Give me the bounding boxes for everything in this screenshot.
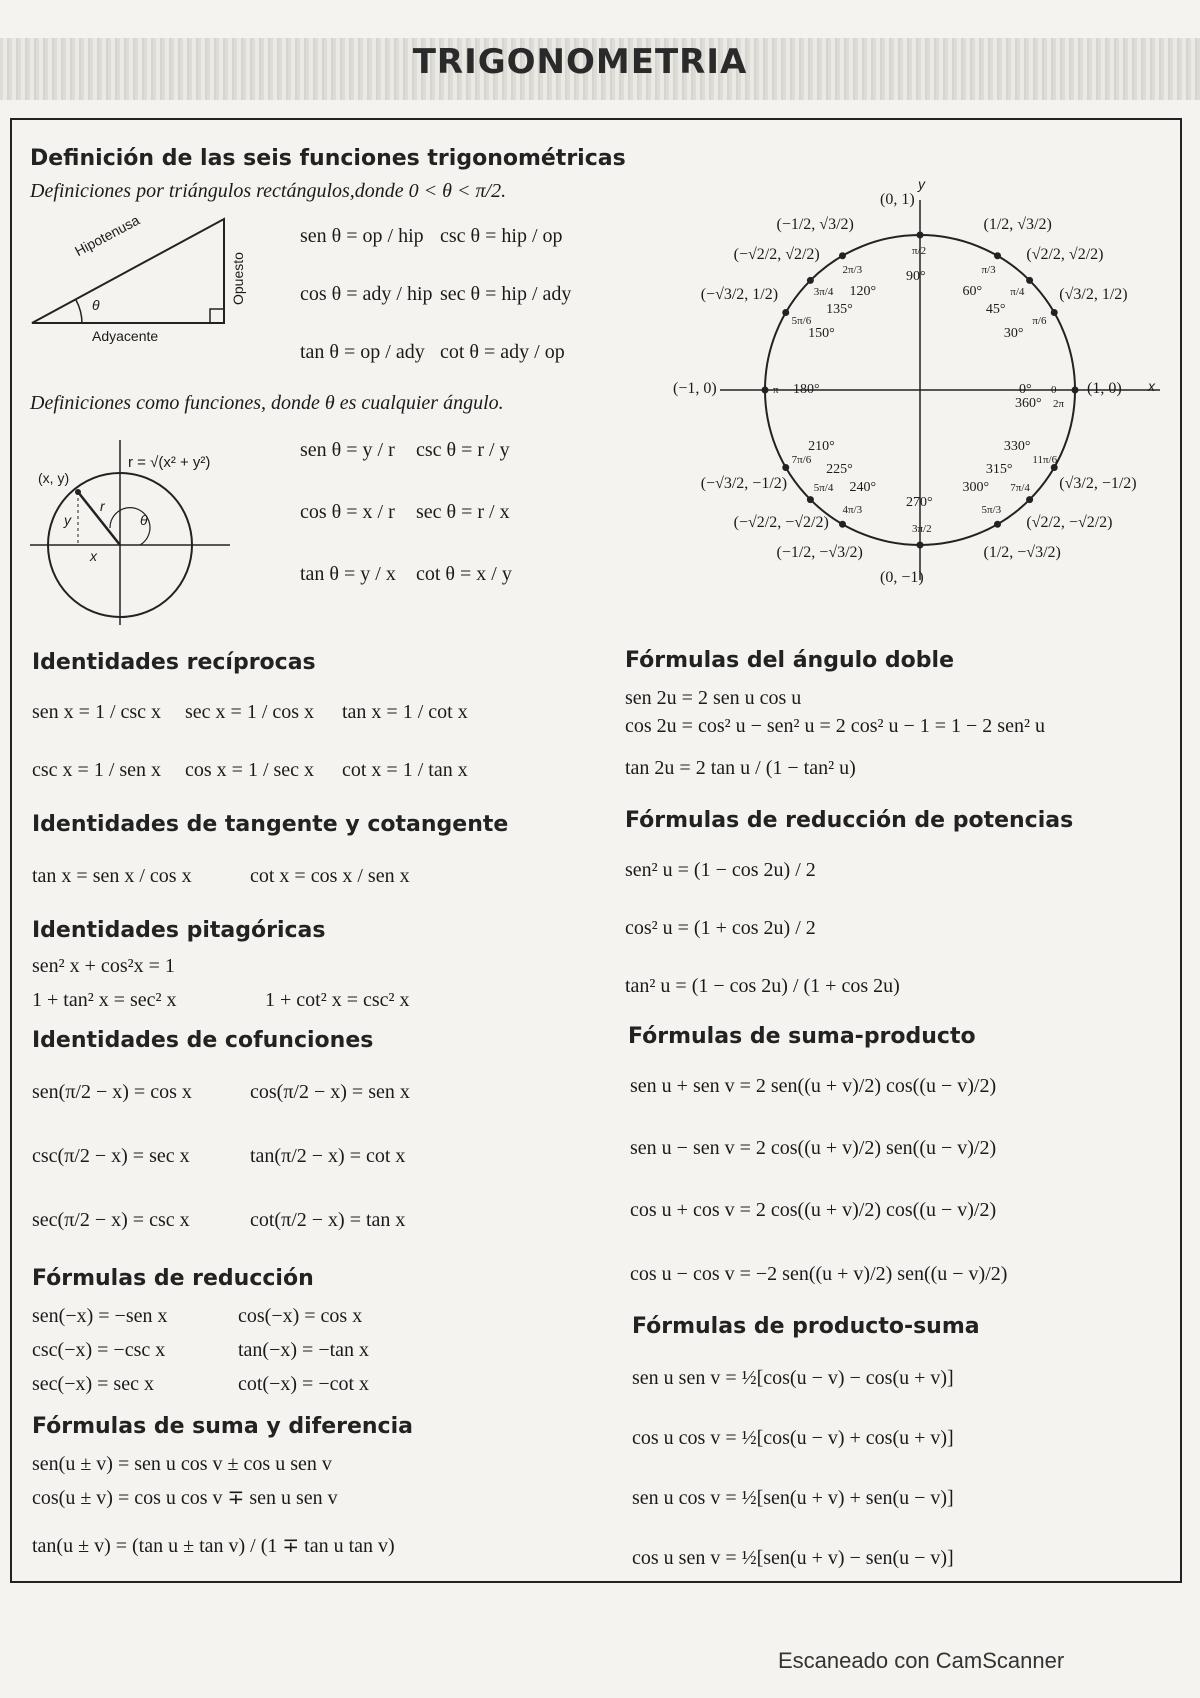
circle-x-label: x — [90, 548, 97, 564]
pythagorean-formula-2: 1 + tan² x = sec² x — [32, 989, 177, 1011]
unit-circle-point-label: (√2/2, −√2/2) — [1026, 513, 1113, 531]
product-to-sum-formula-3: sen u cos v = ½[sen(u + v) + sen(u − v)] — [632, 1487, 954, 1509]
cofunction-formula-5: sec(π/2 − x) = csc x — [32, 1209, 190, 1231]
reciprocal-formula-3: tan x = 1 / cot x — [342, 701, 468, 723]
power-reduction-formula-1: sen² u = (1 − cos 2u) / 2 — [625, 859, 816, 881]
reciprocal-formula-1: sen x = 1 / csc x — [32, 701, 162, 723]
triangle-shape — [32, 219, 224, 323]
double-angle-formula-2: cos 2u = cos² u − sen² u = 2 cos² u − 1 = 1 − 2 sen² u — [625, 715, 1045, 737]
unit-circle-degree-label: 300° — [962, 479, 990, 495]
formula-tan-triangle: tan θ = op / ady — [300, 341, 425, 363]
reciprocal-formula-5: cos x = 1 / sec x — [185, 759, 315, 781]
footer-watermark: Escaneado con CamScanner — [778, 1648, 1065, 1673]
product-to-sum-heading: Fórmulas de producto-suma — [632, 1314, 980, 1339]
cofunction-formula-1: sen(π/2 − x) = cos x — [32, 1081, 192, 1103]
reduction-formula-4: tan(−x) = −tan x — [238, 1339, 370, 1361]
unit-circle-radian-label: π — [773, 384, 779, 396]
formula-csc-triangle: csc θ = hip / op — [440, 225, 563, 247]
unit-circle-dot — [839, 521, 846, 528]
tangent-formula-2: cot x = cos x / sen x — [250, 865, 410, 887]
formula-cos-triangle: cos θ = ady / hip — [300, 283, 433, 305]
unit-circle-dot — [917, 232, 924, 239]
double-angle-formula-1: sen 2u = 2 sen u cos u — [625, 687, 802, 709]
unit-circle-point-label: (−√3/2, 1/2) — [700, 285, 779, 303]
unit-circle-point-label: (−√2/2, −√2/2) — [733, 513, 829, 531]
hypotenuse-label: Hipotenusa — [72, 211, 143, 260]
tangent-heading: Identidades de tangente y cotangente — [32, 812, 509, 837]
reduction-formula-6: cot(−x) = −cot x — [238, 1373, 370, 1395]
unit-circle-radian-label: 4π/3 — [842, 504, 863, 517]
formula-cot-triangle: cot θ = ady / op — [440, 341, 565, 363]
sum-difference-formula-2: cos(u ± v) = cos u cos v ∓ sen u sen v — [32, 1487, 338, 1509]
unit-circle-dot — [782, 309, 789, 316]
sum-to-product-heading: Fórmulas de suma-producto — [628, 1024, 976, 1049]
unit-circle-radian-label: 5π/6 — [791, 314, 812, 327]
unit-circle-radian-label: 11π/6 — [1032, 453, 1058, 466]
power-reduction-formula-3: tan² u = (1 − cos 2u) / (1 + cos 2u) — [625, 975, 900, 997]
reduction-heading: Fórmulas de reducción — [32, 1266, 314, 1291]
formula-sec-triangle: sec θ = hip / ady — [440, 283, 572, 305]
circle-r-label: r — [100, 498, 105, 514]
reciprocal-formula-4: csc x = 1 / sen x — [32, 759, 162, 781]
unit-circle-dot — [1072, 387, 1079, 394]
reduction-formula-1: sen(−x) = −sen x — [32, 1305, 168, 1327]
right-angle-mark — [210, 309, 224, 323]
pythagorean-heading: Identidades pitagóricas — [32, 918, 326, 943]
pythagorean-formula-1: sen² x + cos²x = 1 — [32, 955, 175, 977]
unit-circle-degree-label: 360° — [1015, 396, 1042, 411]
unit-circle-degree-label: 150° — [808, 325, 835, 341]
right-triangle-diagram — [30, 215, 250, 325]
unit-circle-point-label: (−1/2, −√3/2) — [776, 543, 863, 561]
unit-circle-radian-label: 3π/2 — [912, 523, 932, 535]
cofunction-heading: Identidades de cofunciones — [32, 1028, 374, 1053]
unit-circle-dot — [917, 542, 924, 549]
unit-circle-dot — [1051, 309, 1058, 316]
adjacent-label: Adyacente — [92, 328, 159, 344]
unit-circle-y-axis-label: y — [918, 176, 925, 192]
cofunction-formula-4: tan(π/2 − x) = cot x — [250, 1145, 406, 1167]
reciprocal-formula-2: sec x = 1 / cos x — [185, 701, 315, 723]
unit-circle-point-label: (−1, 0) — [673, 380, 717, 397]
unit-circle-dot — [807, 496, 814, 503]
unit-circle-radian-label: π/4 — [1010, 285, 1025, 298]
product-to-sum-formula-2: cos u cos v = ½[cos(u − v) + cos(u + v)] — [632, 1427, 954, 1449]
sum-difference-formula-1: sen(u ± v) = sen u cos v ± cos u sen v — [32, 1453, 332, 1475]
sum-difference-formula-3: tan(u ± v) = (tan u ± tan v) / (1 ∓ tan u tan v) — [32, 1535, 395, 1557]
reduction-formula-5: sec(−x) = sec x — [32, 1373, 154, 1395]
unit-circle-dot — [994, 252, 1001, 259]
formula-sen-function: sen θ = y / r — [300, 439, 395, 461]
unit-circle-radian-label: 5π/3 — [981, 504, 1002, 517]
reduction-formula-3: csc(−x) = −csc x — [32, 1339, 166, 1361]
power-reduction-heading: Fórmulas de reducción de potencias — [625, 808, 1074, 833]
triangle-theta-label: θ — [92, 297, 100, 313]
unit-circle-degree-label: 90° — [906, 269, 926, 284]
unit-circle-point-label: (1, 0) — [1087, 380, 1122, 397]
unit-circle-dot — [1026, 277, 1033, 284]
page-title: TRIGONOMETRIA — [412, 42, 748, 82]
unit-circle-point-label: (√3/2, −1/2) — [1059, 474, 1137, 492]
pythagorean-formula-3: 1 + cot² x = csc² x — [265, 989, 410, 1011]
unit-circle-point-label: (−√3/2, −1/2) — [700, 474, 788, 492]
unit-circle-degree-label: 210° — [808, 438, 835, 454]
sum-to-product-formula-4: cos u − cos v = −2 sen((u + v)/2) sen((u − v)/2) — [630, 1263, 1008, 1285]
unit-circle-dot — [762, 387, 769, 394]
unit-circle-radian-label: 7π/4 — [1010, 482, 1030, 495]
formula-sen-triangle: sen θ = op / hip — [300, 225, 424, 247]
unit-circle-degree-label: 315° — [985, 461, 1013, 477]
unit-circle-degree-label: 120° — [849, 284, 877, 300]
formula-csc-function: csc θ = r / y — [416, 439, 510, 461]
unit-circle-radian-label: 2π/3 — [842, 263, 863, 276]
unit-circle-degree-label: 60° — [962, 284, 983, 300]
unit-circle-radian-label: 7π/6 — [791, 453, 812, 466]
unit-circle-radian-label: π/6 — [1032, 314, 1047, 327]
unit-circle-dot — [1026, 496, 1033, 503]
unit-circle-degree-label: 240° — [849, 479, 877, 495]
formula-sec-function: sec θ = r / x — [416, 501, 510, 523]
double-angle-formula-3: tan 2u = 2 tan u / (1 − tan² u) — [625, 757, 856, 779]
sum-to-product-formula-1: sen u + sen v = 2 sen((u + v)/2) cos((u − v)/2) — [630, 1075, 997, 1097]
unit-circle-degree-label: 45° — [985, 302, 1006, 318]
definitions-heading: Definición de las seis funciones trigonométricas — [30, 146, 626, 171]
unit-circle-degree-label: 0° — [1019, 382, 1032, 397]
unit-circle-degree-label: 225° — [826, 461, 853, 477]
sum-to-product-formula-3: cos u + cos v = 2 cos((u + v)/2) cos((u − v)/2) — [630, 1199, 997, 1221]
unit-circle-radian-label: π/2 — [912, 245, 927, 257]
formula-cos-function: cos θ = x / r — [300, 501, 395, 523]
triangle-note: Definiciones por triángulos rectángulos,donde 0 < θ < π/2. — [30, 180, 507, 202]
unit-circle-point-label: (√3/2, 1/2) — [1059, 285, 1128, 303]
unit-circle-degree-label: 135° — [826, 302, 853, 318]
circle-radius-label: r = √(x² + y²) — [128, 454, 211, 471]
power-reduction-formula-2: cos² u = (1 + cos 2u) / 2 — [625, 917, 816, 939]
unit-circle-point-label: (1/2, √3/2) — [983, 216, 1052, 234]
cofunction-formula-6: cot(π/2 − x) = tan x — [250, 1209, 406, 1231]
sum-difference-heading: Fórmulas de suma y diferencia — [32, 1414, 413, 1439]
reduction-formula-2: cos(−x) = cos x — [238, 1305, 363, 1327]
reciprocal-formula-6: cot x = 1 / tan x — [342, 759, 468, 781]
unit-circle-radian-label: 2π — [1053, 398, 1065, 410]
circle-point-label: (x, y) — [38, 470, 70, 486]
unit-circle-point-label: (−1/2, √3/2) — [776, 216, 854, 234]
unit-circle-point-label: (√2/2, √2/2) — [1026, 246, 1104, 264]
unit-circle-point-label: (0, 1) — [880, 191, 915, 208]
unit-circle-dot — [782, 464, 789, 471]
unit-circle-dot — [807, 277, 814, 284]
double-angle-heading: Fórmulas del ángulo doble — [625, 648, 955, 673]
cofunction-formula-2: cos(π/2 − x) = sen x — [250, 1081, 410, 1103]
circle-y-label: y — [64, 512, 71, 528]
opposite-label: Opuesto — [230, 252, 246, 305]
unit-circle-dot — [994, 521, 1001, 528]
theta-arc — [76, 300, 82, 323]
sum-to-product-formula-2: sen u − sen v = 2 cos((u + v)/2) sen((u − v)/2) — [630, 1137, 997, 1159]
unit-circle-radian-label: 3π/4 — [813, 285, 834, 298]
cofunction-formula-3: csc(π/2 − x) = sec x — [32, 1145, 190, 1167]
unit-circle-degree-label: 30° — [1003, 325, 1024, 341]
unit-circle-x-axis-label: x — [1148, 378, 1155, 394]
unit-circle-point-label: (1/2, −√3/2) — [983, 543, 1061, 561]
function-note: Definiciones como funciones, donde θ es cualquier ángulo. — [30, 392, 504, 414]
circle-theta-label: θ — [140, 512, 148, 528]
unit-circle-degree-label: 330° — [1003, 438, 1031, 454]
product-to-sum-formula-1: sen u sen v = ½[cos(u − v) − cos(u + v)] — [632, 1367, 954, 1389]
unit-circle-degree-label: 270° — [906, 495, 933, 510]
unit-circle-dot — [839, 252, 846, 259]
formula-cot-function: cot θ = x / y — [416, 563, 512, 585]
unit-circle-point-label: (−√2/2, √2/2) — [733, 246, 820, 264]
reciprocal-heading: Identidades recíprocas — [32, 650, 316, 675]
tangent-formula-1: tan x = sen x / cos x — [32, 865, 192, 887]
unit-circle-degree-label: 180° — [793, 382, 820, 397]
product-to-sum-formula-4: cos u sen v = ½[sen(u + v) − sen(u − v)] — [632, 1547, 954, 1569]
unit-circle-radian-label: 0 — [1051, 384, 1057, 396]
unit-circle-point-label: (0, −1) — [880, 569, 924, 586]
unit-circle-radian-label: 5π/4 — [813, 482, 834, 495]
unit-circle-radian-label: π/3 — [981, 263, 996, 276]
formula-tan-function: tan θ = y / x — [300, 563, 396, 585]
